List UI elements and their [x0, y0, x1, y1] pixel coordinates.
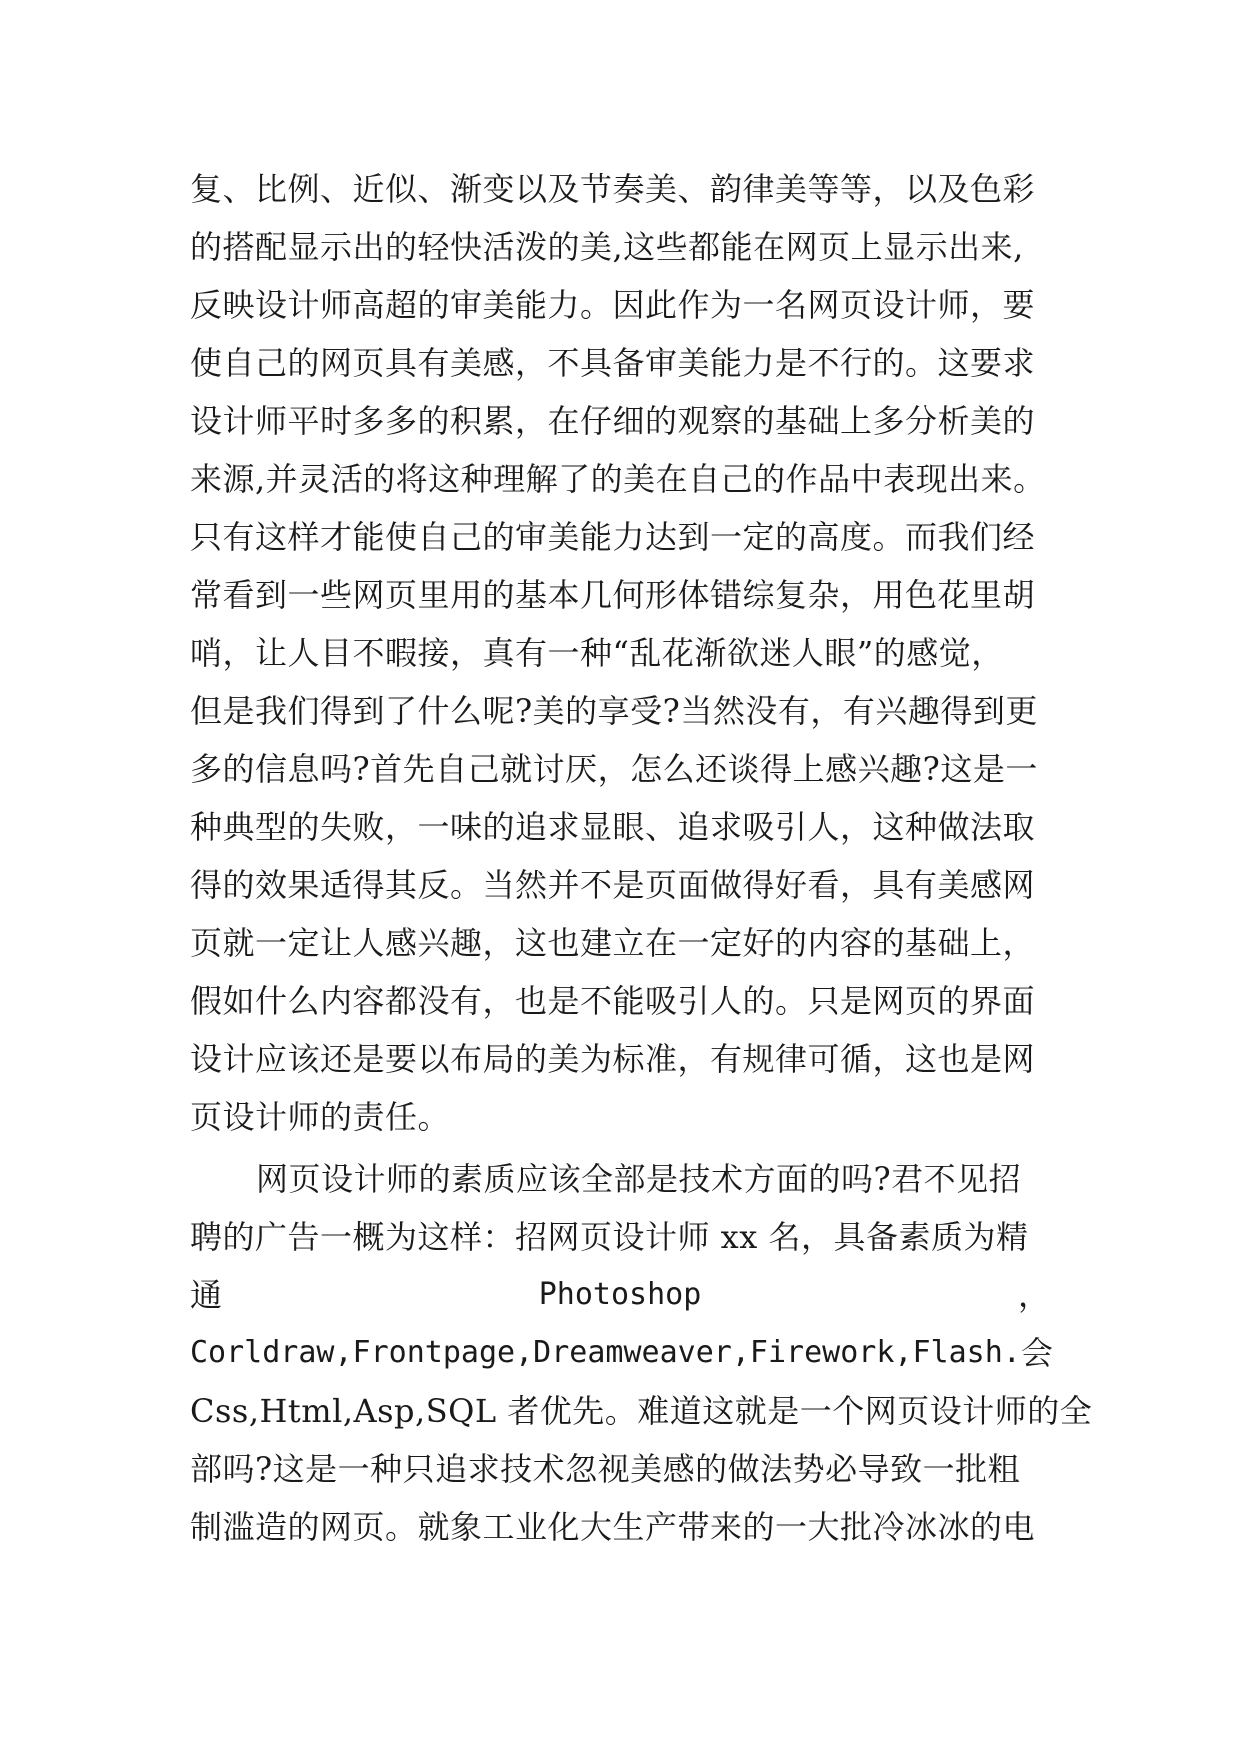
- paragraph-2: [190, 1150, 1093, 1556]
- text-line: 使自己的网页具有美感，不具备审美能力是不行的。这要求: [190, 344, 1036, 382]
- text-fragment: Photoshop: [538, 1277, 702, 1312]
- text-line: 页设计师的责任。: [190, 1098, 451, 1136]
- text-line: Css,Html,Asp,SQL 者优先。难道这就是一个网页设计师的全: [190, 1392, 1093, 1430]
- text-line: 复、比例、近似、渐变以及节奏美、韵律美等等，以及色彩: [190, 170, 1036, 208]
- justified-text-line: [190, 1324, 1053, 1382]
- text-fragment: 通: [190, 1276, 223, 1314]
- text-line: 设计师平时多多的积累，在仔细的观察的基础上多分析美的: [190, 402, 1036, 440]
- text-line: 页就一定让人感兴趣，这也建立在一定好的内容的基础上，: [190, 924, 1036, 962]
- body-text: [190, 160, 1093, 1556]
- text-line: 得的效果适得其反。当然并不是页面做得好看，具有美感网: [190, 866, 1036, 904]
- text-line: 种典型的失败，一味的追求显眼、追求吸引人，这种做法取: [190, 808, 1036, 846]
- text-line: 但是我们得到了什么呢?美的享受?当然没有，有兴趣得到更: [190, 692, 1038, 730]
- text-fragment: 会: [1020, 1334, 1053, 1372]
- paragraph-1: [190, 160, 1050, 1146]
- text-line: 网页设计师的素质应该全部是技术方面的吗?君不见招: [256, 1160, 1022, 1198]
- text-line: 的搭配显示出的轻快活泼的美,这些都能在网页上显示出来,: [190, 228, 1024, 266]
- text-line: 只有这样才能使自己的审美能力达到一定的高度。而我们经: [190, 518, 1036, 556]
- text-line: 制滥造的网页。就象工业化大生产带来的一大批冷冰冰的电: [190, 1508, 1036, 1546]
- text-line: 常看到一些网页里用的基本几何形体错综复杂，用色花里胡: [190, 576, 1036, 614]
- text-line: 设计应该还是要以布局的美为标准，有规律可循，这也是网: [190, 1040, 1036, 1078]
- text-line: 假如什么内容都没有，也是不能吸引人的。只是网页的界面: [190, 982, 1036, 1020]
- text-line: 来源,并灵活的将这种理解了的美在自己的作品中表现出来。: [190, 460, 1046, 498]
- text-line: 多的信息吗?首先自己就讨厌，怎么还谈得上感兴趣?这是一: [190, 750, 1038, 788]
- text-line: 聘的广告一概为这样：招网页设计师 xx 名，具备素质为精: [190, 1218, 1029, 1256]
- text-fragment: ，: [1017, 1276, 1050, 1314]
- text-line: 哨，让人目不暇接，真有一种“乱花渐欲迷人眼”的感觉，: [190, 634, 1004, 672]
- text-fragment: Corldraw,Frontpage,Dreamweaver,Firework,Flash.: [190, 1335, 1021, 1370]
- justified-text-line: [190, 1266, 1050, 1324]
- text-line: 反映设计师高超的审美能力。因此作为一名网页设计师，要: [190, 286, 1036, 324]
- text-line: 部吗?这是一种只追求技术忽视美感的做法势必导致一批粗: [190, 1450, 1021, 1488]
